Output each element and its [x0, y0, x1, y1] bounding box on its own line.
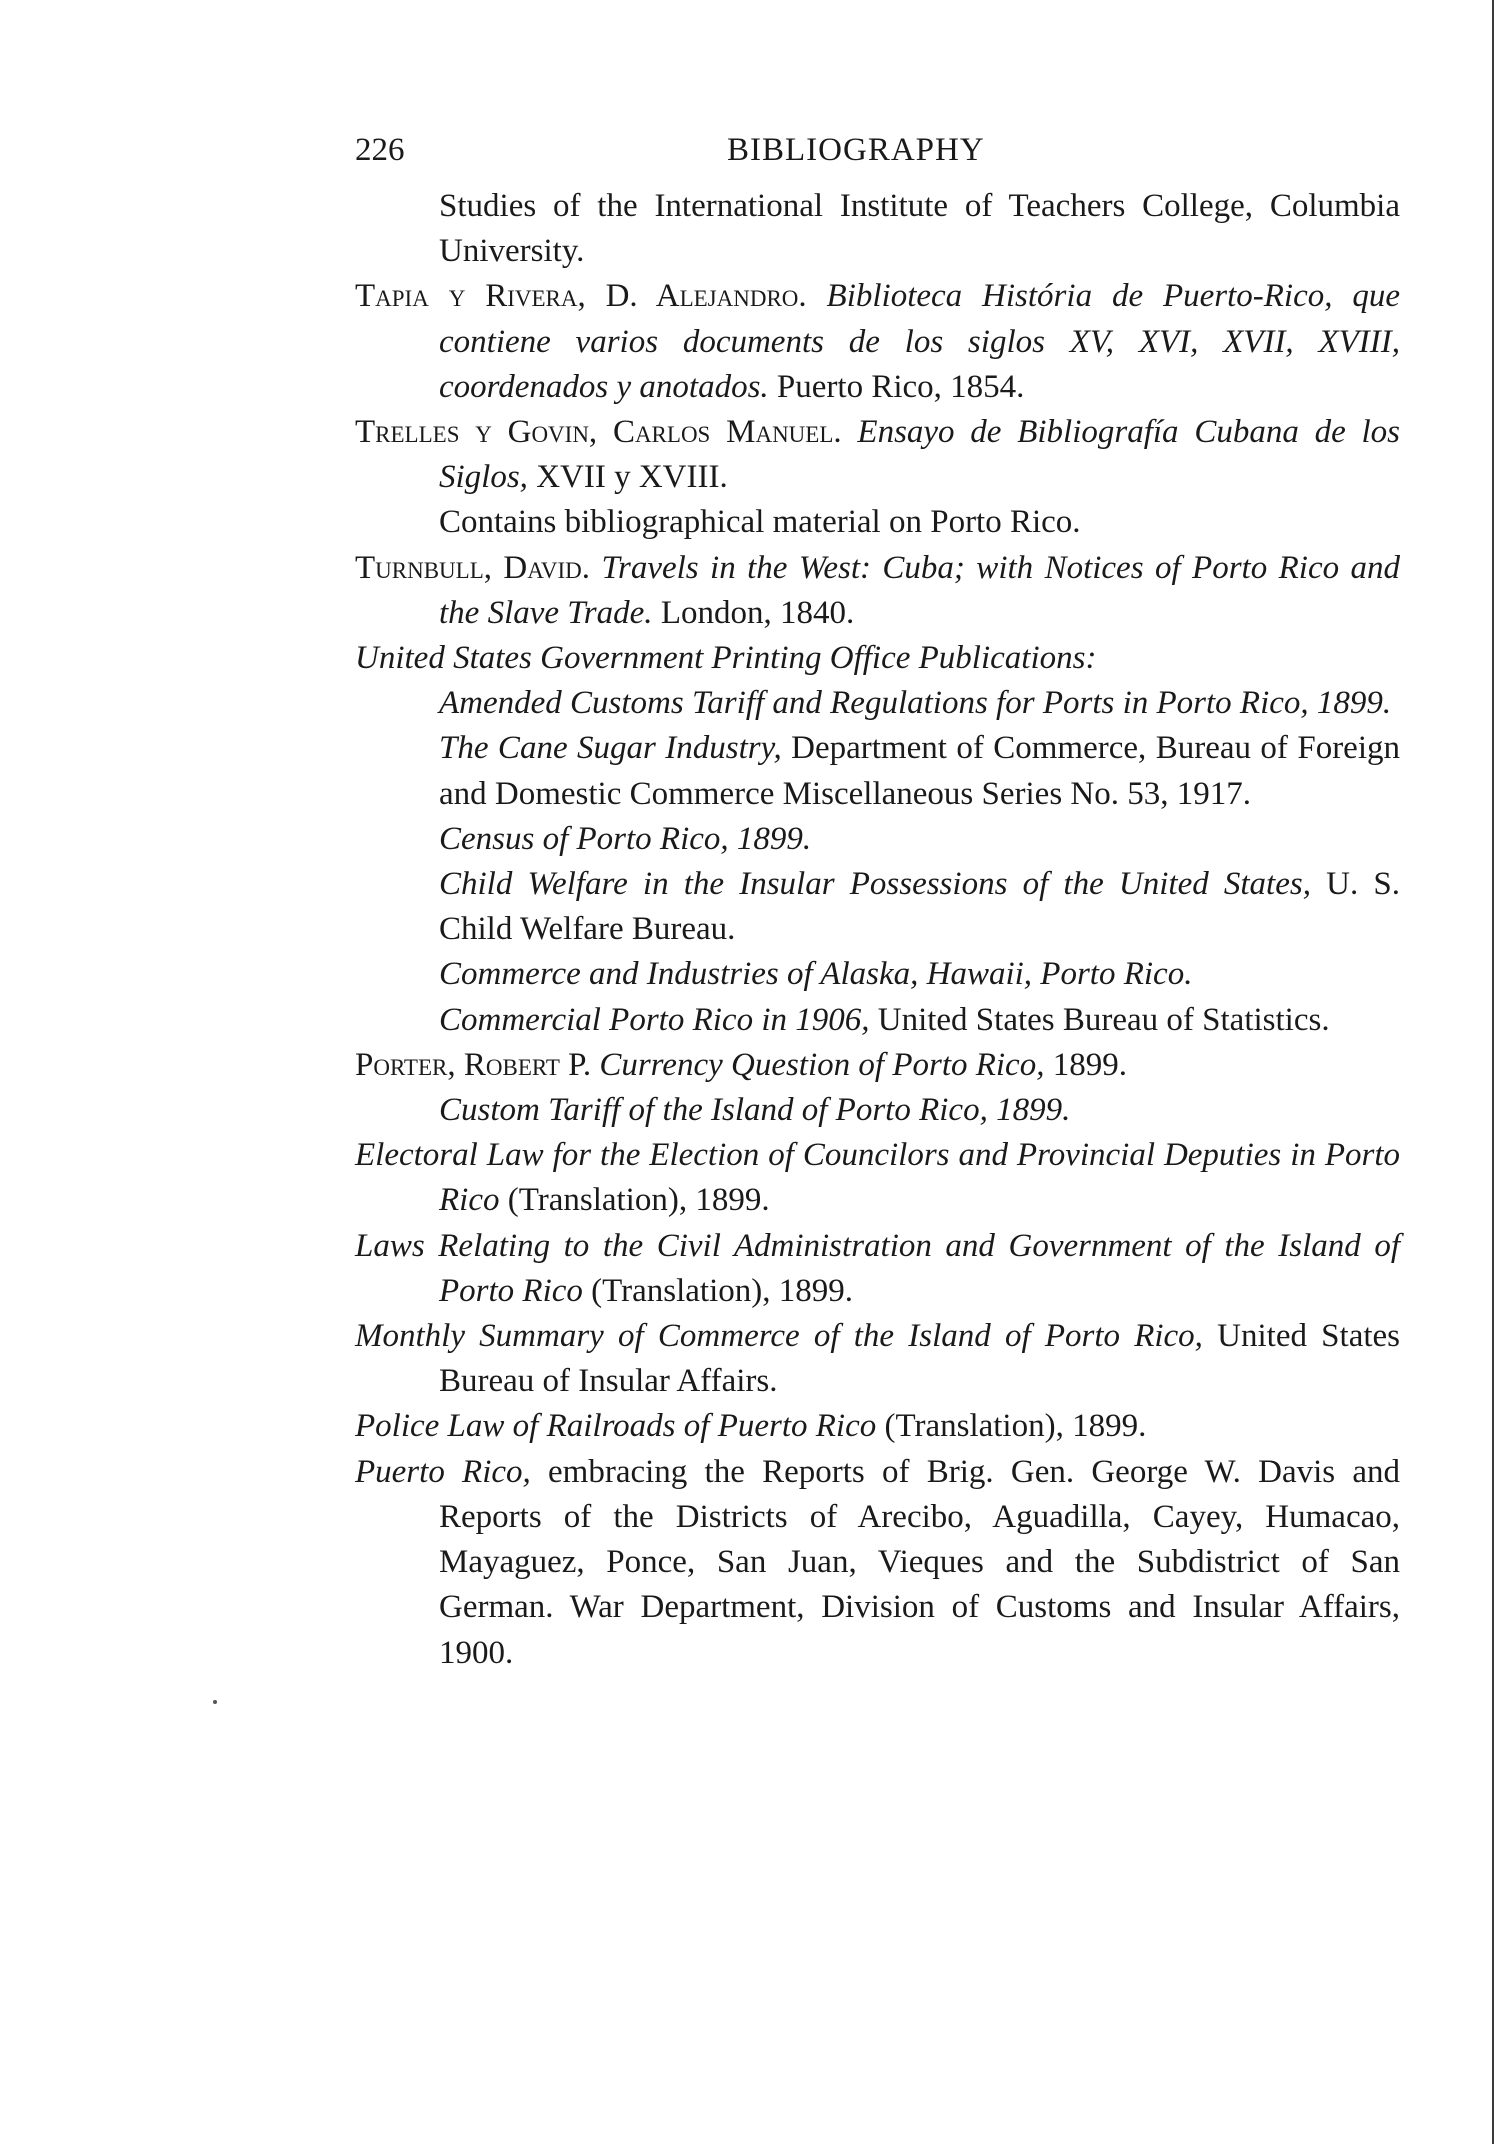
entry-text: Studies of the International Institute of Teachers College, Columbia University.: [439, 188, 1400, 270]
entry-title: Biblioteca História de Puerto-Rico, que contiene varios documents de los siglos XV, XVI, XVII, XVIII, coordenados y anotados.: [439, 278, 1401, 405]
bibliography-subentry: [355, 998, 1400, 1043]
entry-author: Turnbull, David.: [355, 549, 591, 586]
page-content: [355, 132, 1400, 1676]
entry-note: [355, 500, 1400, 545]
entry-title: Census of Porto Rico, 1899.: [439, 820, 812, 857]
entry-publication: London, 1840.: [660, 594, 855, 631]
page-number: 226: [355, 132, 405, 168]
entry-note-text: Contains bibliographical material on Porto Rico.: [439, 504, 1081, 541]
entry-publication: United States Bureau of Statistics.: [877, 1001, 1330, 1038]
entry-title: Electoral Law for the Election of Councilors and Provincial Deputies in Porto Rico: [355, 1137, 1400, 1219]
bibliography-subentry: [355, 817, 1400, 862]
entry-title: Currency Question of Porto Rico,: [599, 1046, 1045, 1083]
entry-publication: 1899.: [1052, 1046, 1127, 1083]
bibliography-entry: [355, 1224, 1400, 1314]
entry-publication: Department of Commerce, Bureau of Foreign and Domestic Commerce Miscellaneous Series No. 53, 1917.: [439, 730, 1401, 812]
entry-publication: Puerto Rico, 1854.: [776, 368, 1025, 405]
bibliography-subentry: [355, 862, 1400, 952]
bibliography-subentry: [355, 952, 1400, 997]
bibliography-entry: [355, 1043, 1400, 1088]
entry-title: Laws Relating to the Civil Administration and Government of the Island of Porto Rico: [355, 1227, 1400, 1309]
entry-publication: (Translation), 1899.: [591, 1272, 854, 1309]
bibliography-entry: [355, 1404, 1400, 1449]
bibliography-entry: [355, 1450, 1400, 1676]
entry-title: Monthly Summary of Commerce of the Island of Porto Rico,: [355, 1318, 1203, 1355]
entry-title: Puerto Rico,: [355, 1453, 531, 1490]
entry-title: Commercial Porto Rico in 1906,: [439, 1001, 870, 1038]
entry-author: Trelles y Govin, Carlos Manuel.: [355, 414, 842, 451]
entry-author: Tapia y Rivera, D. Alejandro.: [355, 278, 807, 315]
bibliography-subentry: [355, 681, 1400, 726]
entry-publication: (Translation), 1899.: [507, 1182, 770, 1219]
bibliography-entry: [355, 274, 1400, 410]
entry-publication: U. S. Child Welfare Bureau.: [439, 866, 1400, 948]
entry-title: Child Welfare in the Insular Possessions of the United States,: [439, 866, 1311, 903]
stray-ink-mark: [213, 1700, 217, 1704]
page-edge-line: [1492, 0, 1494, 2144]
entry-publication: XVII y XVIII.: [536, 459, 728, 496]
entry-author: Porter, Robert P.: [355, 1046, 592, 1083]
entry-publication: embracing the Reports of Brig. Gen. George W. Davis and Reports of the Districts of Arecibo, Aguadilla, Cayey, Humacao, Mayaguez, Ponce, San Juan, Vieques and the Subdistrict of San German. War Department, Division of Customs and Insular Affairs, 1900.: [439, 1453, 1400, 1671]
bibliography-entry: [355, 1133, 1400, 1223]
entry-title: Custom Tariff of the Island of Porto Rico, 1899.: [439, 1092, 1071, 1129]
bibliography-entry: [355, 410, 1400, 500]
entry-title: Police Law of Railroads of Puerto Rico: [355, 1408, 877, 1445]
entry-title: Amended Customs Tariff and Regulations for Ports in Porto Rico, 1899.: [439, 685, 1392, 722]
entry-title: Ensayo de Bibliografía Cubana de los Siglos,: [439, 414, 1400, 496]
bibliography-entry: [355, 636, 1400, 681]
bibliography-subentry: [355, 1088, 1400, 1133]
entry-publication: (Translation), 1899.: [884, 1408, 1147, 1445]
entry-title: Travels in the West: Cuba; with Notices of Porto Rico and the Slave Trade.: [439, 549, 1401, 631]
bibliography-entry: [355, 1314, 1400, 1404]
entry-publication: United States Bureau of Insular Affairs.: [439, 1318, 1401, 1400]
bibliography-entry: [355, 546, 1400, 636]
entry-title: Commerce and Industries of Alaska, Hawaii, Porto Rico.: [439, 956, 1193, 993]
bibliography-subentry: [355, 726, 1400, 816]
page-title: BIBLIOGRAPHY: [727, 132, 985, 168]
entry-title: The Cane Sugar Industry,: [439, 730, 782, 767]
entry-heading: United States Government Printing Office Publications:: [355, 640, 1097, 677]
bibliography-entry: [355, 184, 1400, 274]
running-head: [355, 132, 1400, 178]
